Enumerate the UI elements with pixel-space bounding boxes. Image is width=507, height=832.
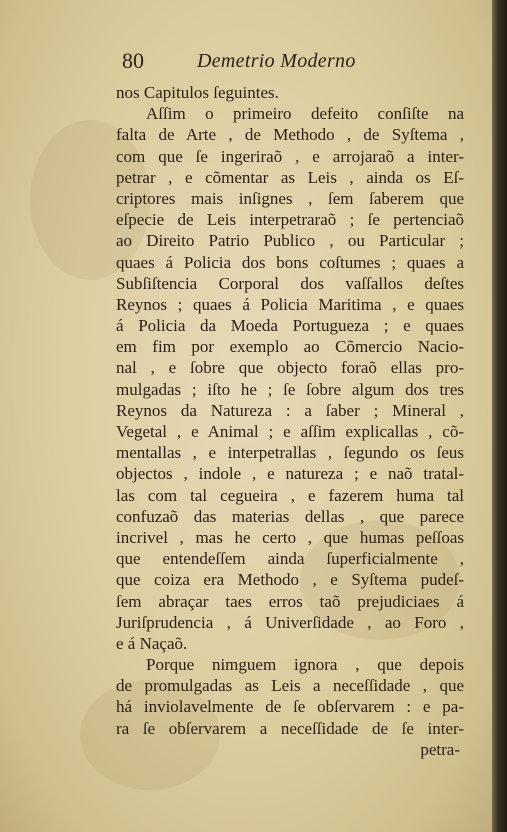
text-line: incrivel , mas he certo , que humas peſſoas <box>116 527 464 547</box>
text-line: nos Capitulos ſeguintes. <box>116 83 279 102</box>
catchword: petra- <box>420 739 460 759</box>
text-line: las com tal cegueira , e fazerem huma tal <box>116 485 464 505</box>
text-line: Porque nimguem ignora , que depois <box>146 655 464 675</box>
running-title: Demetrio Moderno <box>197 50 356 72</box>
text-line: ra ſe obſervarem a neceſſidade de ſe inter- <box>116 718 464 738</box>
text-line: petrar , e cõmentar as Leis , ainda os Eſ- <box>116 167 464 187</box>
text-line: mentallas , e interpetrallas , ſegundo os ſeus <box>116 443 464 463</box>
text-line: eſpecie de Leis interpetraraõ ; ſe pertenciaõ <box>116 210 464 230</box>
text-line: que coiza era Methodo , e Syſtema pudeſ- <box>116 570 464 590</box>
text-line: criptores mais inſignes , ſem ſaberem que <box>116 188 464 208</box>
body-text <box>116 82 464 760</box>
book-spine-edge <box>492 0 507 832</box>
page-number: 80 <box>122 48 144 73</box>
text-line: nal , e ſobre que objecto foraõ ellas pro- <box>116 358 464 378</box>
text-line: Juriſprudencia , á Univerſidade , ao Foro , <box>116 612 464 632</box>
text-line: Vegetal , e Animal ; e aſſim explicallas , cõ- <box>116 422 464 441</box>
text-line: ao Direito Patrio Publico , ou Particular ; <box>116 231 464 251</box>
text-line: objectos , indole , e natureza ; e naõ tratal- <box>116 464 464 484</box>
text-line: confuzaõ das materias dellas , que parece <box>116 506 464 526</box>
text-line: Reynos da Natureza : a ſaber ; Mineral , <box>116 400 464 420</box>
text-line: Aſſim o primeiro defeito conſiſte na <box>146 104 464 124</box>
text-line: mulgadas ; iſto he ; ſe ſobre algum dos tres <box>116 379 464 399</box>
text-line: há inviolavelmente de ſe obſervarem : e pa- <box>116 697 464 717</box>
text-line: quaes á Policia dos bons coſtumes ; quaes a <box>116 252 464 272</box>
text-line: com que ſe ingeriraõ , e arrojaraõ a inter- <box>116 146 464 166</box>
text-line: á Policia da Moeda Portugueza ; e quaes <box>116 316 464 336</box>
text-line: de promulgadas as Leis a neceſſidade , que <box>116 676 464 696</box>
text-line: ſem abraçar taes erros taõ prejudiciaes á <box>116 591 464 611</box>
text-line: e á Naçaõ. <box>116 633 188 653</box>
text-line: falta de Arte , de Methodo , de Syſtema , <box>116 125 464 145</box>
text-line: Reynos ; quaes á Policia Maritima , e quaes <box>116 294 464 314</box>
text-line: que entendeſſem ainda ſuperficialmente , <box>116 549 464 569</box>
text-line: em fim por exemplo ao Cõmercio Nacio- <box>116 337 464 357</box>
text-line: Subſiſtencia Corporal dos vaſſallos deſtes <box>116 273 464 293</box>
page-header <box>0 44 492 80</box>
